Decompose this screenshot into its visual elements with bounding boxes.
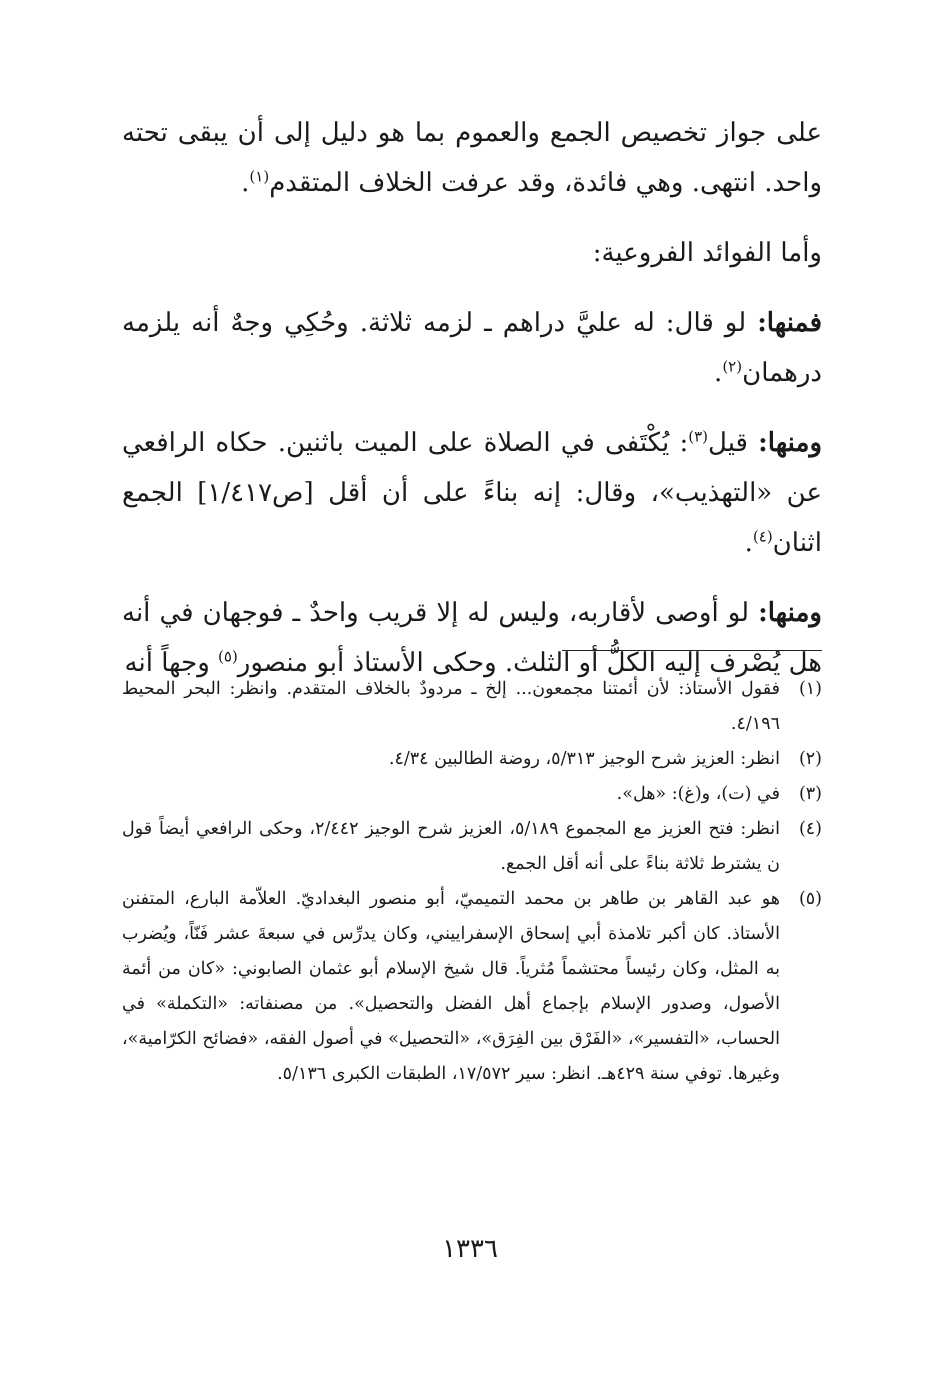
paragraph-text: . [714,358,723,388]
footnote-text: هو عبد القاهر بن طاهر بن محمد التميميّ، أبو منصور البغداديّ. العلاّمة البارع، المتفنن الأستاذ. كان أكبر تلامذة أبي إسحاق الإسفراييني، وكان يدرِّس في سبعةَ عشر فَنّاً، ويُضرب به المثل، وكان رئيساً محتشماً مُثرياً. قال شيخ الإسلام أبو عثمان الصابوني: «كان من أئمة الأصول، وصدور الإسلام بإجماع أهل الفضل والتحصيل». من مصنفاته: «التكملة» في الحساب، «التفسير»، «الفَرْق بين الفِرَق»، «التحصيل» في أصول الفقه، «فضائح الكرّامية»، وغيرها. توفي سنة ٤٢٩هـ. انظر: سير ١٧/٥٧٢، الطبقات الكبرى ٥/١٣٦. [122,889,780,1084]
paragraph-keyword: ومنها: [758,428,823,458]
paragraph-2 [122,228,822,278]
footnote-number: (٤) [798,819,822,839]
footnote-ref: (٢) [722,357,743,376]
footnote-1 [122,672,822,742]
footnote-divider [562,650,822,651]
footnote-text: انظر: العزيز شرح الوجيز ٥/٣١٣، روضة الطالبين ٤/٣٤. [388,749,780,769]
paragraph-text: على جواز تخصيص الجمع والعموم بما هو دليل إلى أن يبقى تحته واحد. انتهى. وهي فائدة، وقد عرفت الخلاف المتقدم [122,118,822,198]
paragraph-1 [122,108,822,208]
paragraph-text: . [744,528,753,558]
paragraph-text: : يُكْتَفى في الصلاة على الميت باثنين. حكاه الرافعي عن «التهذيب»، وقال: إنه بناءً على أن أقل [ص١/٤١٧] الجمع اثنان [122,428,822,558]
paragraph-text: . [241,168,250,198]
footnote-number: (٢) [798,749,822,769]
footnote-ref: (٣) [688,427,709,446]
footnote-4 [122,812,822,882]
footnotes [122,672,822,1092]
footnote-number: (٣) [798,784,822,804]
footnote-ref: (٥) [218,647,238,666]
paragraph-keyword: ومنها: [758,598,822,628]
footnote-number: (١) [798,679,822,699]
paragraph-4 [122,418,822,568]
footnote-number: (٥) [798,889,822,909]
paragraph-keyword: فمنها: [757,308,822,338]
footnote-3 [122,777,822,812]
paragraph-3 [122,298,822,398]
footnote-5 [122,882,822,1092]
paragraph-text: لو قال: له عليَّ دراهم ـ لزمه ثلاثة. وحُكِي وجهٌ أنه يلزمه درهمان [122,308,822,388]
paragraph-text: وأما الفوائد الفروعية: [592,238,822,268]
footnote-ref: (١) [249,167,270,186]
paragraph-text: لو أوصى لأقاربه، وليس له إلا قريب واحدٌ ـ فوجهان في أنه هل يُصْرف إليه الكلُّ أو الثلث. وحكى الأستاذ أبو منصور [122,598,822,678]
footnote-text: فقول الأستاذ: لأن أئمتنا مجمعون... إلخ ـ مردودٌ بالخلاف المتقدم. وانظر: البحر المحيط ٤/١٩٦. [122,679,780,734]
footnote-text: انظر: فتح العزيز مع المجموع ٥/١٨٩، العزيز شرح الوجيز ٢/٤٤٢، وحكى الرافعي أيضاً قول ن يشترط ثلاثة بناءً على أنه أقل الجمع. [122,819,780,874]
footnote-2 [122,742,822,777]
footnote-ref: (٤) [752,527,773,546]
page-number: ١٣٣٦ [442,1234,498,1264]
paragraph-text: وجهاً أنه [124,648,219,678]
footnote-text: في (ت)، و(غ): «هل». [616,784,780,804]
main-text [122,108,822,688]
paragraph-text: قيل [708,428,759,458]
